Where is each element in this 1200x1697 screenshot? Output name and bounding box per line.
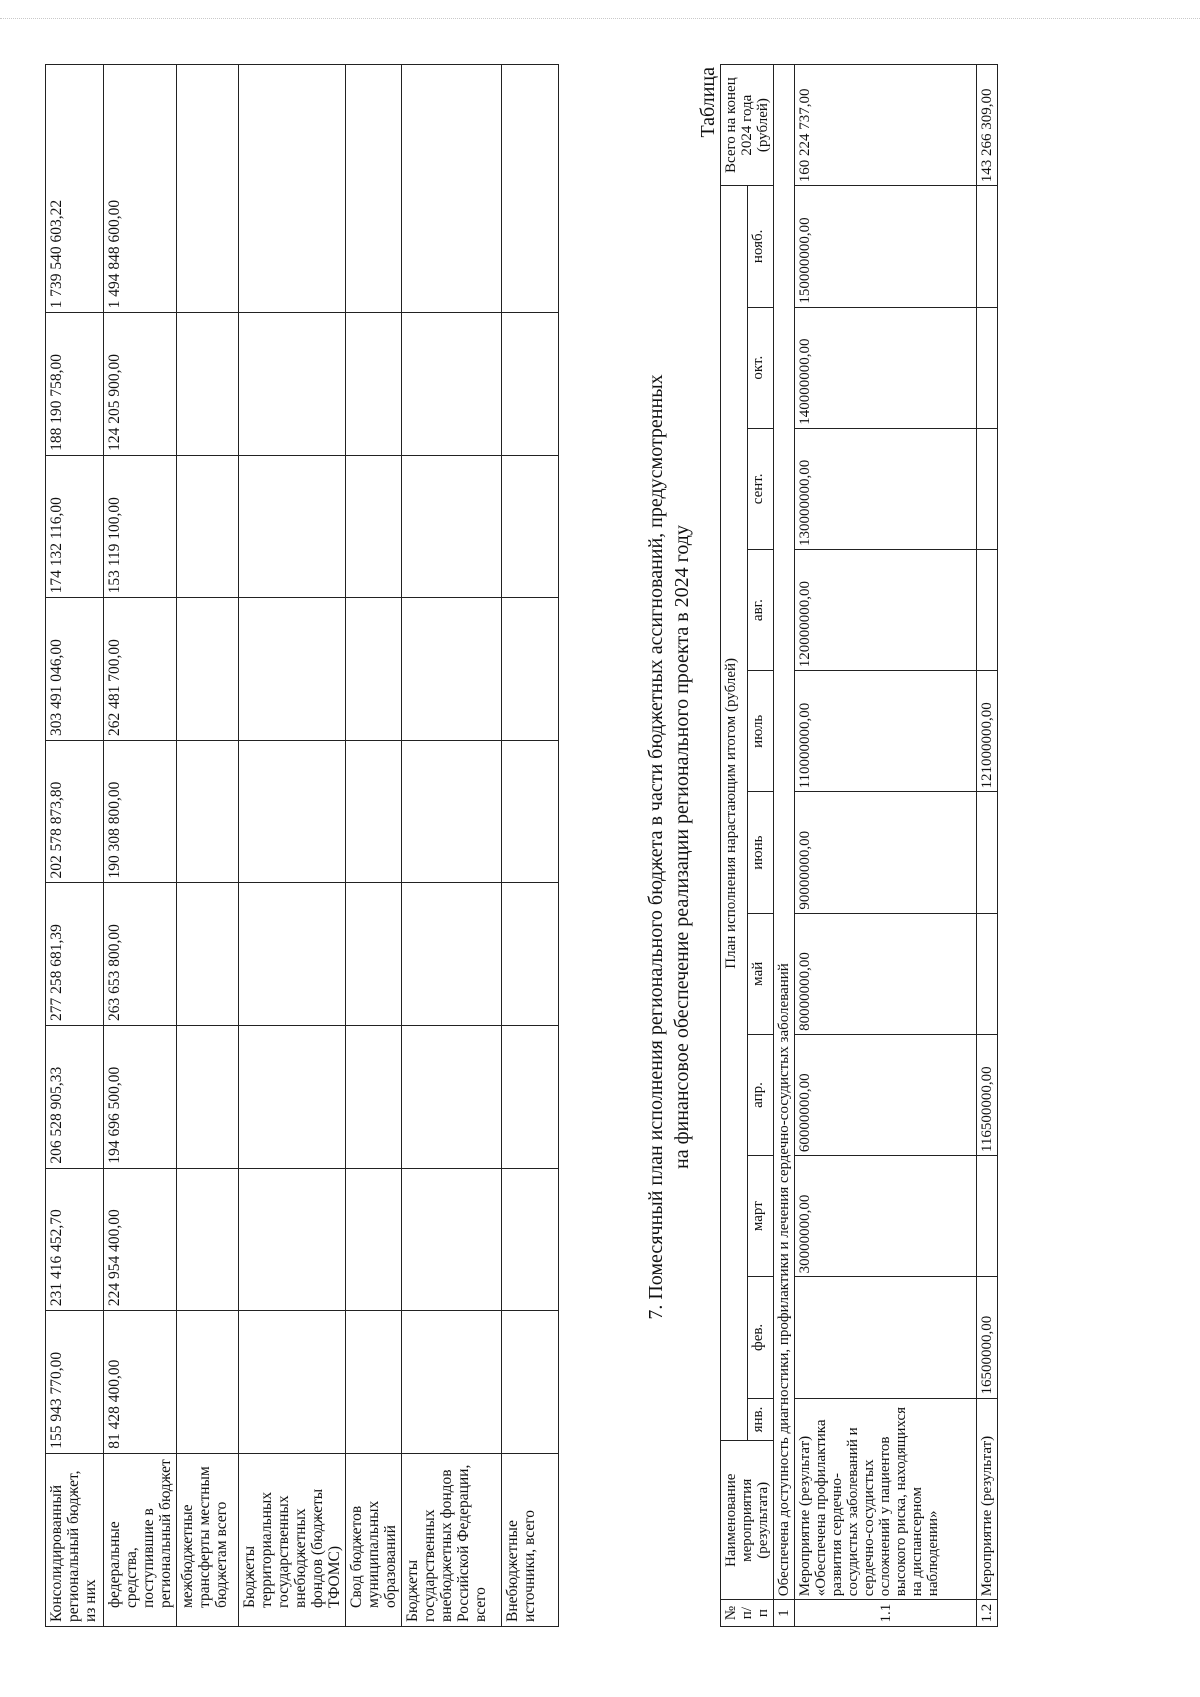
interbudget-transfers-row: [177, 65, 239, 1627]
budget-summary-table: [45, 64, 559, 1627]
month-value-cell: [977, 428, 998, 549]
federal-funds-row: [104, 65, 177, 1627]
value-cell: 1 739 540 603,22: [46, 65, 104, 313]
month-value-cell: 90000000,00: [795, 792, 977, 913]
value-cell: [239, 883, 346, 1026]
month-header: апр.: [747, 1034, 774, 1155]
month-value-cell: [977, 792, 998, 913]
value-cell: [346, 65, 402, 313]
monthly-plan-table: [720, 64, 998, 1627]
value-cell: [239, 313, 346, 456]
value-cell: [177, 65, 239, 313]
state-funds-row: [402, 65, 502, 1627]
value-cell: [502, 740, 559, 883]
col-number: № п/п: [721, 1600, 774, 1627]
month-value-cell: [977, 307, 998, 428]
col-total: Всего на конец 2024 года (рублей): [721, 65, 774, 186]
value-cell: [239, 1026, 346, 1169]
month-value-cell: [977, 913, 998, 1034]
value-cell: [346, 740, 402, 883]
value-cell: 124 205 900,00: [104, 313, 177, 456]
value-cell: [402, 598, 502, 741]
row-name: Мероприятие (результат): [977, 1398, 998, 1600]
value-cell: [346, 883, 402, 1026]
value-cell: 174 132 116,00: [46, 455, 104, 598]
value-cell: [177, 1026, 239, 1169]
value-cell: [346, 1311, 402, 1454]
row-number: 1.1: [795, 1600, 977, 1627]
row-label: Свод бюджетов муниципальных образований: [346, 1453, 402, 1626]
value-cell: [502, 598, 559, 741]
month-value-cell: 16500000,00: [977, 1277, 998, 1398]
value-cell: [177, 598, 239, 741]
value-cell: [502, 883, 559, 1026]
row-label: Бюджеты территориальных государственных внебюджетных фондов (бюджеты ТФОМС): [239, 1453, 346, 1626]
value-cell: 303 491 046,00: [46, 598, 104, 741]
value-cell: [239, 1168, 346, 1311]
value-cell: 190 308 800,00: [104, 740, 177, 883]
section-row: [774, 65, 795, 1627]
col-name-line-2: мероприятия (результата): [739, 1478, 771, 1562]
value-cell: [402, 740, 502, 883]
month-value-cell: [795, 1277, 977, 1398]
month-header: окт.: [747, 307, 774, 428]
value-cell: [177, 740, 239, 883]
municipal-budgets-row: [346, 65, 402, 1627]
row-name: Мероприятие (результат) «Обеспечена профилактика развития сердечно-сосудистых заболеваний и сердечно-сосудистых осложнений у пациентов высокого риска, находящихся на диспансерном наблюдении»: [795, 1398, 977, 1600]
value-cell: [402, 1168, 502, 1311]
value-cell: [402, 883, 502, 1026]
value-cell: [502, 455, 559, 598]
month-value-cell: [977, 1156, 998, 1277]
month-value-cell: 60000000,00: [795, 1034, 977, 1155]
table-tag: Таблица: [697, 67, 719, 138]
row-label: федеральные средства, поступившие в региональный бюджет: [104, 1453, 177, 1626]
value-cell: [346, 598, 402, 741]
month-value-cell: 120000000,00: [795, 550, 977, 671]
section-caption: [643, 57, 695, 1637]
section-title: Обеспечена доступность диагностики, профилактики и лечения сердечно-сосудистых заболеваний: [774, 65, 795, 1600]
value-cell: 202 578 873,80: [46, 740, 104, 883]
row-label: межбюджетные трансферты местным бюджетам всего: [177, 1453, 239, 1626]
month-header: сент.: [747, 428, 774, 549]
month-value-cell: 30000000,00: [795, 1156, 977, 1277]
value-cell: [177, 455, 239, 598]
value-cell: [502, 65, 559, 313]
value-cell: [402, 65, 502, 313]
value-cell: [239, 598, 346, 741]
value-cell: 1 494 848 600,00: [104, 65, 177, 313]
value-cell: [346, 1168, 402, 1311]
value-cell: [239, 455, 346, 598]
value-cell: [239, 65, 346, 313]
value-cell: [402, 455, 502, 598]
value-cell: 231 416 452,70: [46, 1168, 104, 1311]
month-header: март: [747, 1156, 774, 1277]
month-value-cell: 110000000,00: [795, 671, 977, 792]
month-value-cell: 140000000,00: [795, 307, 977, 428]
value-cell: [346, 455, 402, 598]
value-cell: 263 653 800,00: [104, 883, 177, 1026]
value-cell: [402, 1311, 502, 1454]
value-cell: [502, 1168, 559, 1311]
col-name: [721, 1441, 774, 1600]
value-cell: 153 119 100,00: [104, 455, 177, 598]
total-cell: 143 266 309,00: [977, 65, 998, 186]
value-cell: 188 190 758,00: [46, 313, 104, 456]
value-cell: [402, 1026, 502, 1169]
caption-line-1: 7. Помесячный план исполнения регионального бюджета в части бюджетных ассигнований, предусмотренных: [645, 374, 667, 1320]
col-plan: План исполнения нарастающим итогом (рублей): [721, 186, 748, 1441]
value-cell: 81 428 400,00: [104, 1311, 177, 1454]
row-label: Консолидированный региональный бюджет, из них: [46, 1453, 104, 1626]
col-name-line-1: Наименование: [723, 1473, 739, 1568]
table-row: [977, 65, 998, 1627]
value-cell: [177, 883, 239, 1026]
month-header: фев.: [747, 1277, 774, 1398]
value-cell: [502, 313, 559, 456]
month-value-cell: 130000000,00: [795, 428, 977, 549]
table-row: [795, 65, 977, 1627]
value-cell: 194 696 500,00: [104, 1026, 177, 1169]
consolidated-budget-row: [46, 65, 104, 1627]
section-number: 1: [774, 1600, 795, 1627]
value-cell: [346, 1026, 402, 1169]
month-header: нояб.: [747, 186, 774, 307]
caption-line-2: на финансовое обеспечение реализации регионального проекта в 2024 году: [671, 525, 693, 1169]
month-header: июнь: [747, 792, 774, 913]
value-cell: 224 954 400,00: [104, 1168, 177, 1311]
value-cell: [502, 1026, 559, 1169]
value-cell: [177, 1311, 239, 1454]
value-cell: [177, 1168, 239, 1311]
month-header: авг.: [747, 550, 774, 671]
offbudget-sources-row: [502, 65, 559, 1627]
row-label: Внебюджетные источники, всего: [502, 1453, 559, 1626]
value-cell: [346, 313, 402, 456]
month-header: янв.: [747, 1398, 774, 1441]
value-cell: [177, 313, 239, 456]
month-value-cell: [977, 550, 998, 671]
month-value-cell: 80000000,00: [795, 913, 977, 1034]
month-value-cell: 150000000,00: [795, 186, 977, 307]
month-value-cell: 121000000,00: [977, 671, 998, 792]
value-cell: 155 943 770,00: [46, 1311, 104, 1454]
value-cell: 277 258 681,39: [46, 883, 104, 1026]
value-cell: 206 528 905,33: [46, 1026, 104, 1169]
month-header: июль: [747, 671, 774, 792]
month-header: май: [747, 913, 774, 1034]
rotated-page: [45, 57, 1155, 1637]
tfoms-budgets-row: [239, 65, 346, 1627]
value-cell: [239, 1311, 346, 1454]
row-label: Бюджеты государственных внебюджетных фондов Российской Федерации, всего: [402, 1453, 502, 1626]
total-cell: 160 224 737,00: [795, 65, 977, 186]
month-value-cell: [977, 186, 998, 307]
value-cell: [402, 313, 502, 456]
month-value-cell: 116500000,00: [977, 1034, 998, 1155]
value-cell: [239, 740, 346, 883]
scan-edge-line: [0, 18, 1200, 19]
value-cell: 262 481 700,00: [104, 598, 177, 741]
value-cell: [502, 1311, 559, 1454]
row-number: 1.2: [977, 1600, 998, 1627]
